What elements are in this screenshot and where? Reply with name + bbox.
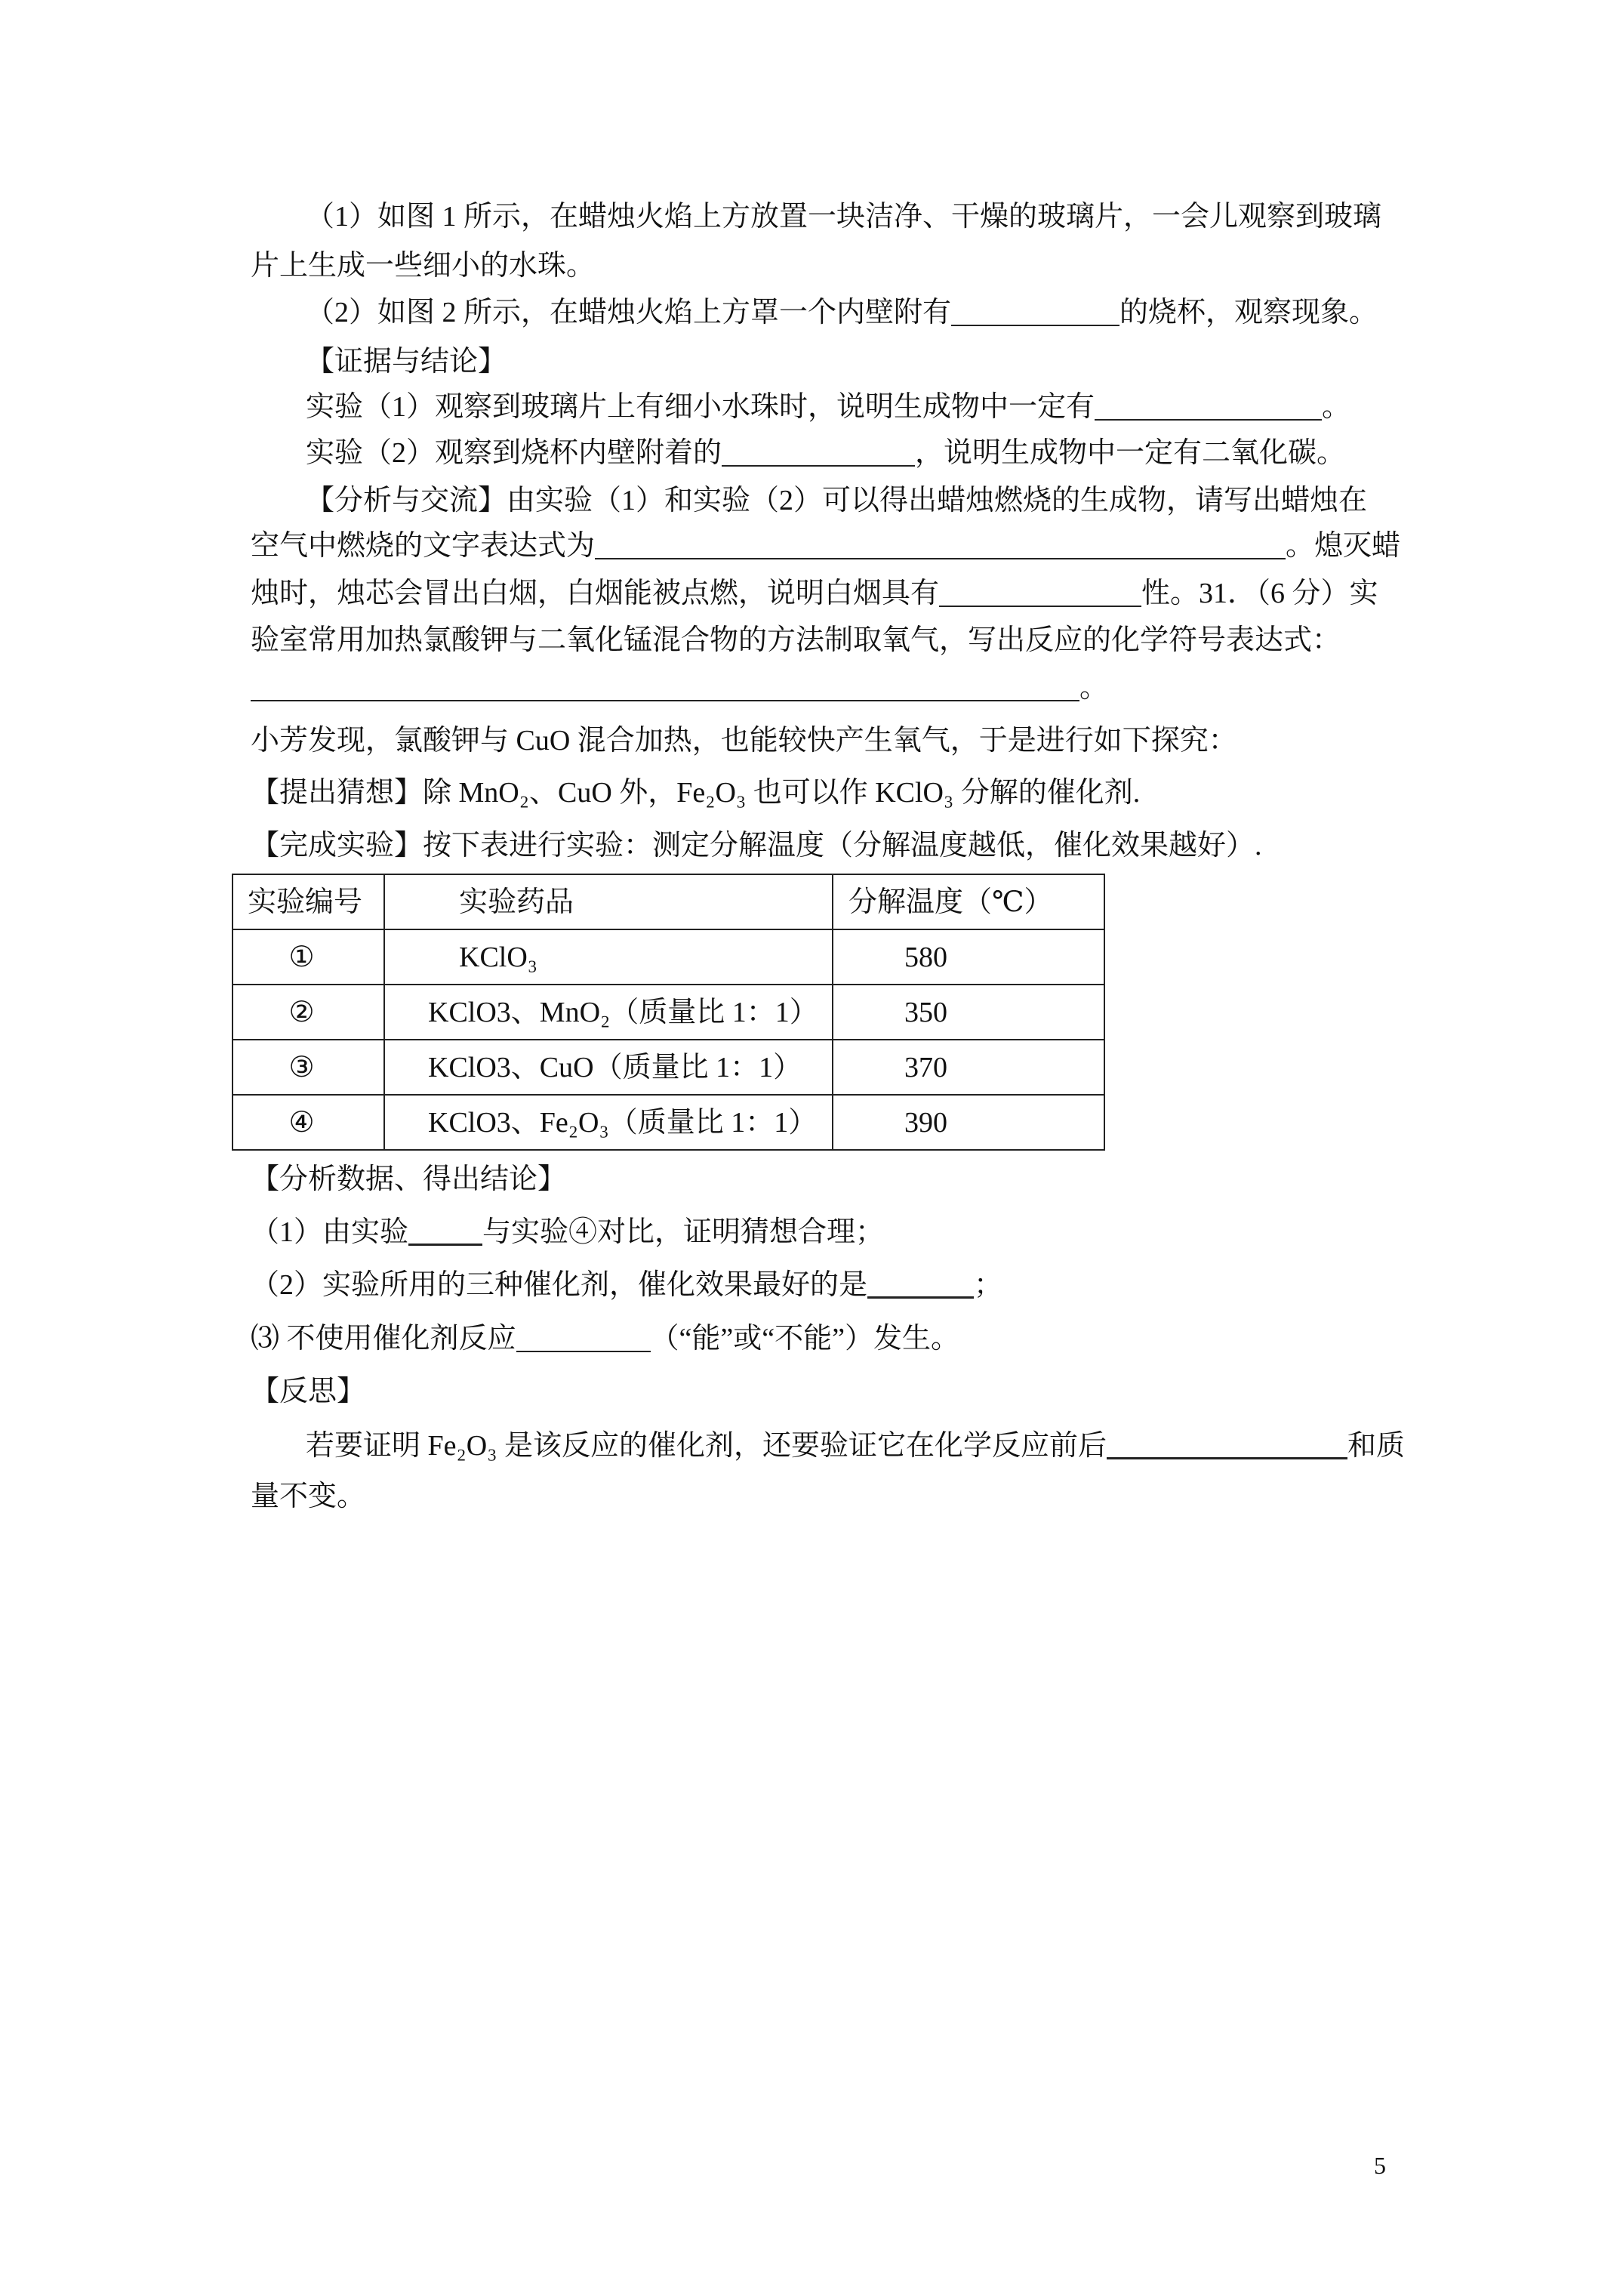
answer-blank-symbol-equation: [251, 700, 1079, 701]
analysis-line2-before: 空气中燃烧的文字表达式为: [251, 530, 596, 562]
evidence-exp2-after: ，说明生成物中一定有二氧化碳。: [915, 437, 1346, 469]
evidence-exp2-line: [306, 439, 1345, 467]
table-cell-reagent: KClO₃: [384, 929, 833, 985]
answer-blank-unchanged-property: [1107, 1457, 1347, 1459]
conclusion-heading: 【分析数据、得出结论】: [251, 1163, 567, 1195]
header-experiment-no: 实验编号: [233, 874, 384, 929]
answer-blank-word-equation: [595, 558, 1286, 559]
page-number: 5: [1374, 2152, 1386, 2179]
answer-blank-smoke-property: [939, 606, 1141, 607]
analysis-line5: [251, 673, 1108, 702]
step1-line2: 片上生成一些细小的水珠。: [251, 250, 596, 282]
table-row: [233, 985, 1104, 1040]
conclusion-3-after: （“能”或“不能”）发生。: [650, 1323, 959, 1354]
reflection-line2: 量不变。: [251, 1481, 366, 1512]
evidence-exp1-line: [306, 393, 1350, 421]
table-header-row: [233, 874, 1104, 929]
table-cell-temperature: 390: [833, 1095, 1104, 1150]
step2-line: [306, 298, 1378, 327]
q31-hypothesis: 【提出猜想】除 MnO₂、CuO 外，Fe₂O₃ 也可以作 KClO₃ 分解的催化剂.: [251, 777, 1141, 809]
table-row: [233, 929, 1104, 985]
table-cell-reagent: KClO3、MnO₂（质量比 1：1）: [384, 985, 833, 1040]
conclusion-item-1: [251, 1218, 884, 1247]
conclusion-3-before: ⑶ 不使用催化剂反应: [251, 1323, 516, 1354]
table-row: [233, 1040, 1104, 1095]
conclusion-item-2: [251, 1271, 1002, 1299]
table-cell-number: ①: [233, 929, 384, 985]
header-reagents: 实验药品: [384, 874, 833, 929]
answer-blank-beaker-wall: [951, 325, 1119, 326]
reflection-heading: 【反思】: [251, 1376, 366, 1407]
conclusion-2-before: （2）实验所用的三种催化剂，催化效果最好的是: [251, 1269, 868, 1301]
analysis-line1: 【分析与交流】由实验（1）和实验（2）可以得出蜡烛燃烧的生成物，请写出蜡烛在: [306, 485, 1368, 516]
step1-line1: （1）如图 1 所示，在蜡烛火焰上方放置一块洁净、干燥的玻璃片，一会儿观察到玻璃: [306, 201, 1382, 233]
table-cell-number: ③: [233, 1040, 384, 1095]
table-row: [233, 1095, 1104, 1150]
reflection-before: 若要证明 Fe₂O₃ 是该反应的催化剂，还要验证它在化学反应前后: [306, 1430, 1107, 1462]
step2-text-after: 的烧杯，观察现象。: [1119, 297, 1378, 328]
evidence-exp1-before: 实验（1）观察到玻璃片上有细小水珠时，说明生成物中一定有: [306, 391, 1095, 423]
evidence-heading: 【证据与结论】: [306, 346, 507, 378]
table-cell-temperature: 370: [833, 1040, 1104, 1095]
answer-blank-product-water: [1095, 419, 1322, 421]
conclusion-1-after: 与实验④对比，证明猜想合理；: [482, 1216, 885, 1248]
table-cell-number: ④: [233, 1095, 384, 1150]
reflection-line1: [306, 1432, 1405, 1460]
header-decomposition-temp: 分解温度（℃）: [833, 874, 1104, 929]
answer-blank-beaker-observation: [722, 465, 915, 467]
analysis-line3-before: 烛时，烛芯会冒出白烟，白烟能被点燃，说明白烟具有: [251, 578, 940, 609]
step2-text-before: （2）如图 2 所示，在蜡烛火焰上方罩一个内壁附有: [306, 297, 952, 328]
evidence-exp1-after: 。: [1322, 391, 1351, 423]
evidence-exp2-before: 实验（2）观察到烧杯内壁附着的: [306, 437, 722, 469]
analysis-line3-after: 性。31．（6 分）实: [1141, 578, 1378, 609]
results-table: [232, 874, 1105, 1151]
analysis-line2: [251, 532, 1400, 560]
reflection-after: 和质: [1347, 1430, 1405, 1462]
table-cell-reagent: KClO3、CuO（质量比 1：1）: [384, 1040, 833, 1095]
q31-intro: 小芳发现，氯酸钾与 CuO 混合加热，也能较快产生氧气，于是进行如下探究：: [251, 725, 1237, 757]
table-cell-number: ②: [233, 985, 384, 1040]
conclusion-1-before: （1）由实验: [251, 1216, 409, 1248]
analysis-line4: 验室常用加热氯酸钾与二氧化锰混合物的方法制取氧气，写出反应的化学符号表达式：: [251, 624, 1341, 656]
conclusion-item-3: [251, 1324, 959, 1353]
analysis-line5-after: 。: [1079, 672, 1109, 704]
analysis-line3: [251, 579, 1378, 608]
analysis-line2-after: 。熄灭蜡: [1286, 530, 1401, 562]
answer-blank-best-catalyst: [867, 1296, 974, 1299]
answer-blank-experiment-no: [408, 1244, 482, 1246]
table-cell-temperature: 350: [833, 985, 1104, 1040]
q31-experiment: 【完成实验】按下表进行实验：测定分解温度（分解温度越低，催化效果越好）.: [251, 830, 1262, 861]
table-cell-reagent: KClO3、Fe₂O₃（质量比 1：1）: [384, 1095, 833, 1150]
answer-blank-can-occur: [516, 1351, 651, 1352]
conclusion-2-after: ；: [974, 1269, 1003, 1301]
table-cell-temperature: 580: [833, 929, 1104, 985]
